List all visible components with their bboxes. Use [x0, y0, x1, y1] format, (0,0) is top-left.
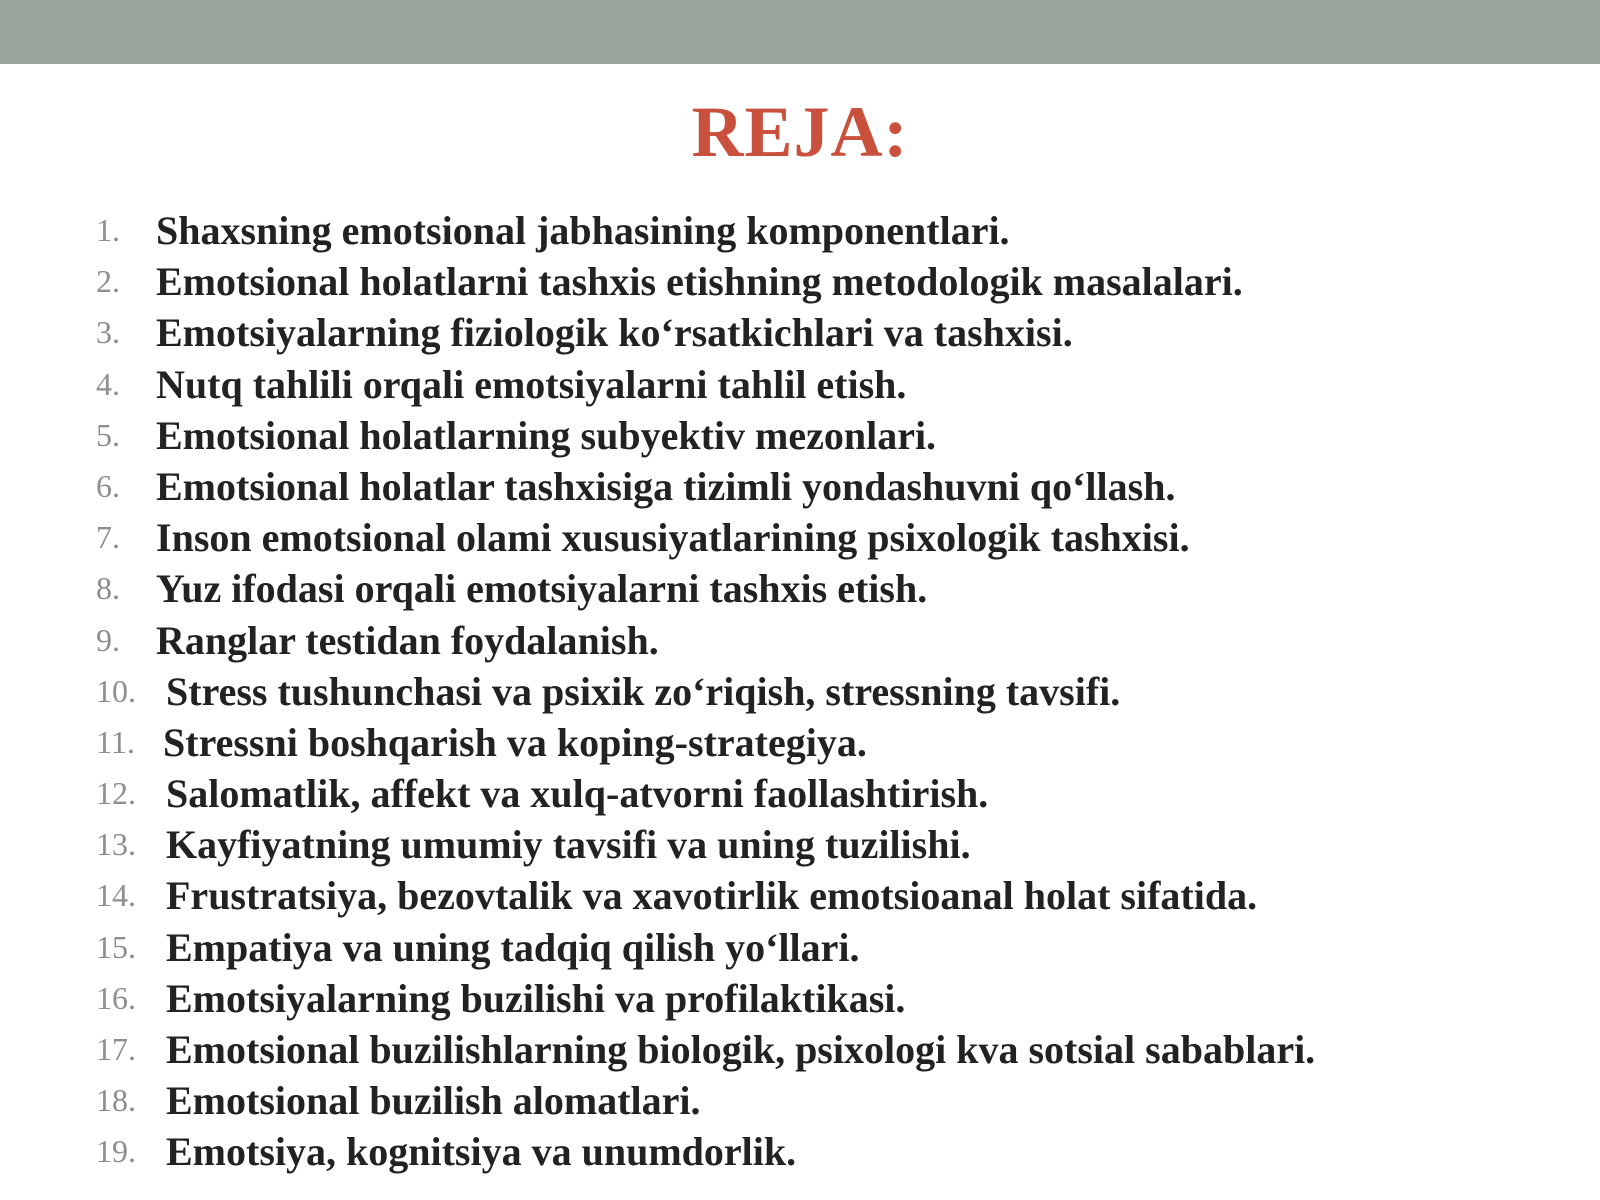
- list-item: [0, 563, 1600, 614]
- item-number: 9.: [96, 621, 120, 658]
- item-number: 11.: [96, 723, 135, 760]
- list-item: [0, 819, 1600, 870]
- item-text: Emotsiya, kognitsiya va unumdorlik.: [166, 1129, 797, 1175]
- item-number: 5.: [96, 416, 120, 453]
- item-number: 3.: [96, 314, 120, 351]
- item-text: Emotsiyalarning fiziologik ko‘rsatkichlari va tashxisi.: [156, 310, 1073, 356]
- list-item: [0, 461, 1600, 512]
- item-text: Emotsional buzilish alomatlari.: [166, 1078, 701, 1124]
- list-item: [0, 307, 1600, 358]
- list-item: [0, 1075, 1600, 1126]
- item-text: Stressni boshqarish va koping-strategiya.: [163, 719, 867, 765]
- list-item: [0, 666, 1600, 717]
- list-item: [0, 1024, 1600, 1075]
- item-number: 15.: [96, 928, 136, 965]
- plan-list: [0, 205, 1600, 1178]
- slide-title: REJA:: [691, 92, 909, 172]
- item-number: 12.: [96, 775, 136, 812]
- item-text: Emotsional buzilishlarning biologik, psixologi kva sotsial sabablari.: [166, 1027, 1316, 1072]
- list-item: [0, 512, 1600, 563]
- item-text: Kayfiyatning umumiy tavsifi va uning tuzilishi.: [166, 822, 971, 868]
- item-text: Yuz ifodasi orqali emotsiyalarni tashxis etish.: [156, 566, 928, 612]
- item-number: 1.: [96, 212, 120, 248]
- item-number: 4.: [96, 365, 120, 402]
- top-accent-bar: [0, 0, 1600, 64]
- item-number: 13.: [96, 826, 136, 863]
- list-item: [0, 922, 1600, 973]
- item-number: 16.: [96, 979, 136, 1016]
- item-text: Shaxsning emotsional jabhasining komponentlari.: [156, 208, 1010, 253]
- list-item: [0, 205, 1600, 256]
- list-item: [0, 359, 1600, 410]
- item-text: Ranglar testidan foydalanish.: [156, 617, 659, 663]
- item-text: Inson emotsional olami xususiyatlarining psixologik tashxisi.: [156, 515, 1190, 561]
- item-number: 2.: [96, 263, 120, 300]
- item-number: 6.: [96, 467, 120, 504]
- item-number: 17.: [96, 1031, 136, 1067]
- list-item: [0, 615, 1600, 666]
- item-text: Emotsiyalarning buzilishi va profilaktikasi.: [166, 975, 906, 1021]
- item-text: Nutq tahlili orqali emotsiyalarni tahlil etish.: [156, 361, 907, 407]
- list-item: [0, 768, 1600, 819]
- item-number: 14.: [96, 877, 136, 914]
- item-number: 19.: [96, 1133, 136, 1170]
- list-item: [0, 1126, 1600, 1177]
- list-item: [0, 256, 1600, 307]
- item-text: Frustratsiya, bezovtalik va xavotirlik emotsioanal holat sifatida.: [166, 873, 1258, 919]
- item-number: 8.: [96, 570, 120, 607]
- list-item: [0, 870, 1600, 921]
- item-number: 18.: [96, 1082, 136, 1119]
- list-item: [0, 410, 1600, 461]
- item-text: Salomatlik, affekt va xulq-atvorni faollashtirish.: [166, 771, 989, 817]
- list-item: [0, 973, 1600, 1024]
- list-item: [0, 717, 1600, 768]
- item-text: Stress tushunchasi va psixik zo‘riqish, stressning tavsifi.: [166, 668, 1121, 714]
- item-text: Empatiya va uning tadqiq qilish yo‘llari.: [166, 924, 860, 970]
- item-text: Emotsional holatlar tashxisiga tizimli yondashuvni qo‘llash.: [156, 463, 1176, 509]
- item-number: 7.: [96, 519, 120, 556]
- item-text: Emotsional holatlarning subyektiv mezonlari.: [156, 412, 937, 458]
- item-number: 10.: [96, 672, 136, 709]
- item-text: Emotsional holatlarni tashxis etishning metodologik masalalari.: [156, 259, 1243, 305]
